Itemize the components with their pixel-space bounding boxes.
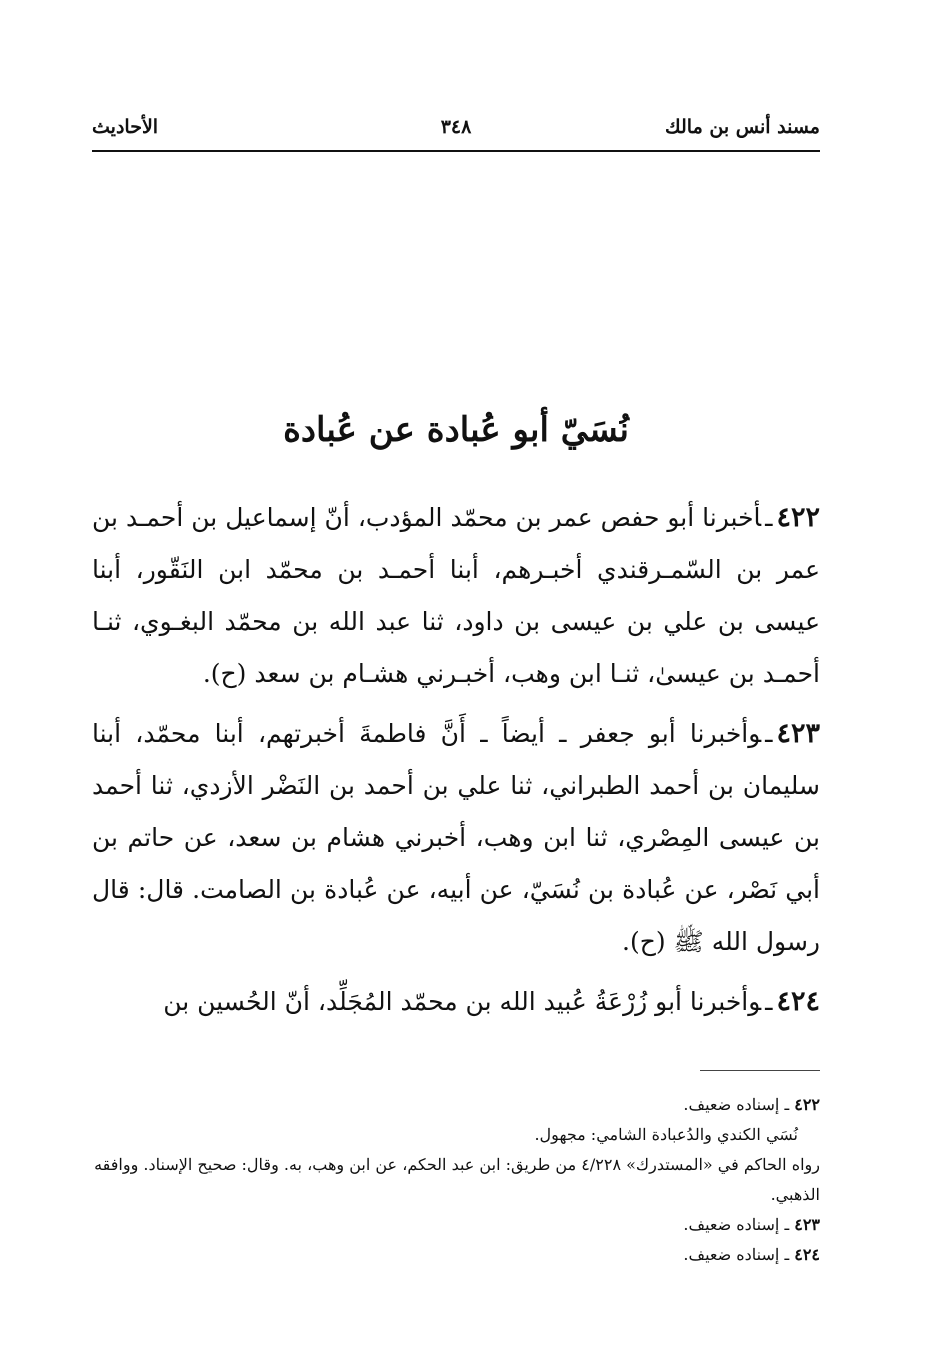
page-number: ٣٤٨ <box>440 116 472 138</box>
footnote-number: ٤٢٢ <box>794 1095 820 1114</box>
footnote-number: ٤٢٤ <box>794 1245 820 1264</box>
hadith-424: ٤٢٤ـوأخبرنا أبو زُرْعَةُ عُبيد الله بن محمّد المُجَلِّد، أنّ الحُسين بن <box>163 986 820 1017</box>
book-title: مسند أنس بن مالك <box>665 116 820 138</box>
footnote-text: إسناده ضعيف. <box>683 1215 780 1234</box>
footnotes <box>92 1090 820 1270</box>
hadith-number: ٤٢٤ <box>776 986 820 1017</box>
footnote-424: ٤٢٤ ـ إسناده ضعيف. <box>683 1245 820 1264</box>
section-title: الأحاديث <box>92 116 159 138</box>
hadith-text: وأخبرنا أبو جعفر ـ أيضاً ـ أَنَّ فاطمةَ أخبرتهم، أبنا محمّد، أبنا سليمان بن أحمد الطبراني، ثنا علي بن أحمد بن النَضْر الأزدي، ثنا أحمد بن عيسى المِصْري، ثنا ابن وهب، أخبرني هشام بن سعد، عن حاتم بن أبي نَصْر، عن عُبادة بن نُسَيّ، عن أبيه، عن عُبادة بن الصامت. قال: قال رسول الله ﷺ (ح). <box>92 719 820 956</box>
footnote-text: إسناده ضعيف. <box>683 1245 780 1264</box>
footnote-line: نُسَي الكندي والدُعبادة الشامي: مجهول. <box>534 1125 798 1144</box>
hadith-423: ٤٢٣ـوأخبرنا أبو جعفر ـ أيضاً ـ أَنَّ فاطمةَ أخبرتهم، أبنا محمّد، أبنا سليمان بن أحمد الطبراني، ثنا علي بن أحمد بن النَضْر الأزدي، ثنا أحمد بن عيسى المِصْري، ثنا ابن وهب، أخبرني هشام بن سعد، عن حاتم بن أبي نَصْر، عن عُبادة بن نُسَيّ، عن أبيه، عن عُبادة بن الصامت. قال: قال رسول الله ﷺ (ح). <box>92 718 820 956</box>
running-header <box>92 110 820 152</box>
hadith-text: وأخبرنا أبو زُرْعَةُ عُبيد الله بن محمّد المُجَلِّد، أنّ الحُسين بن <box>163 987 762 1016</box>
footnote-separator <box>700 1070 820 1071</box>
footnote-number: ٤٢٣ <box>794 1215 820 1234</box>
hadith-number: ٤٢٣ <box>776 718 820 749</box>
footnote-423: ٤٢٣ ـ إسناده ضعيف. <box>683 1215 820 1234</box>
hadith-text: أخبرنا أبو حفص عمر بن محمّد المؤدب، أنّ إسماعيل بن أحمـد بن عمر بن السّمـرقندي أخبـرهم، أبنا أحمـد بن محمّد ابن النَقّور، أبنا عيسى بن علي بن عيسى بن داود، ثنا عبد الله بن محمّد البغـوي، ثنـا أحمـد بن عيسىٰ، ثنـا ابن وهب، أخبـرني هشـام بن سعد (ح). <box>92 503 820 688</box>
chapter-title: نُسَيّ أبو عُبادة عن عُبادة <box>283 410 629 450</box>
footnote-line: رواه الحاكم في «المستدرك» ٤/٢٢٨ من طريق: ابن عبد الحكم، عن ابن وهب، به. وقال: صحيح الإسناد. ووافقه الذهبي. <box>94 1155 820 1204</box>
footnote-422: ٤٢٢ ـ إسناده ضعيف. <box>683 1095 820 1114</box>
hadith-body <box>92 492 820 1036</box>
footnote-text: إسناده ضعيف. <box>683 1095 780 1114</box>
book-page <box>92 0 820 1354</box>
hadith-422: ٤٢٢ـأخبرنا أبو حفص عمر بن محمّد المؤدب، أنّ إسماعيل بن أحمـد بن عمر بن السّمـرقندي أخبـرهم، أبنا أحمـد بن محمّد ابن النَقّور، أبنا عيسى بن علي بن عيسى بن داود، ثنا عبد الله بن محمّد البغـوي، ثنـا أحمـد بن عيسىٰ، ثنـا ابن وهب، أخبـرني هشـام بن سعد (ح). <box>92 502 820 688</box>
hadith-number: ٤٢٢ <box>776 502 820 533</box>
